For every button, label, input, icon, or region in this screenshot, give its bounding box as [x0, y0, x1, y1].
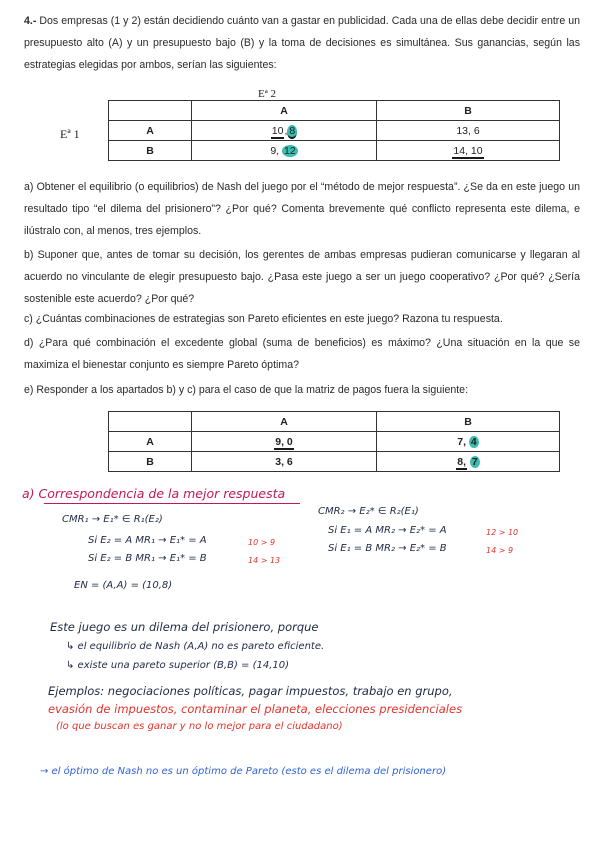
answer-title: a) Correspondencia de la mejor respuesta	[22, 486, 286, 501]
best-response-2b-compare: 14 > 9	[486, 546, 514, 555]
best-response-2a: Si E₁ = A MR₂ → E₂* = A	[328, 525, 447, 536]
dilemma-statement: Este juego es un dilema del prisionero, porque	[50, 620, 319, 634]
nash-equilibrium: EN = (A,A) = (10,8)	[74, 580, 173, 591]
payoff-highlighted: 8	[289, 124, 296, 137]
matrix1-cell-aa	[192, 121, 377, 141]
matrix1-cell-bb	[377, 141, 560, 161]
payoff-value: 9,	[270, 144, 280, 157]
matrix2-col-a: A	[192, 412, 377, 432]
item-c: c) ¿Cuántas combinaciones de estrategias son Pareto eficientes en este juego? Razona tu respuesta.	[24, 313, 503, 325]
payoff-underlined: 10	[271, 124, 284, 137]
cmr1-formula: CMR₁ → E₁* ∈ R₁(E₂)	[62, 514, 163, 525]
payoff-highlighted: 7	[471, 455, 478, 468]
examples-line-3: (lo que buscan es ganar y no lo mejor para el ciudadano)	[56, 721, 343, 732]
payoff-underlined: 9, 0	[275, 435, 293, 448]
matrix2-col-b: B	[377, 412, 560, 432]
payoff-highlighted: 12	[284, 144, 296, 157]
item-d: d) ¿Para qué combinación el excedente global (suma de beneficios) es máximo? ¿Una situación en la que se maximiza el bienestar conjunto es siempre Pareto óptima?	[24, 337, 580, 371]
matrix2-cell-aa	[192, 432, 377, 452]
question-intro	[24, 10, 580, 76]
title-underline	[44, 503, 300, 504]
best-response-2b: Si E₁ = B MR₂ → E₂* = B	[328, 543, 447, 554]
payoff-value: 7,	[457, 435, 466, 448]
payoff-separator: ,	[284, 124, 288, 137]
payoff-matrix-2	[108, 411, 560, 472]
cmr2-formula: CMR₂ → E₂* ∈ R₂(E₁)	[318, 506, 419, 517]
best-response-1b-compare: 14 > 13	[248, 556, 281, 565]
best-response-1b: Si E₂ = B MR₁ → E₁* = B	[88, 553, 207, 564]
matrix1-row-b: B	[109, 141, 192, 161]
matrix2-cell-ab	[377, 432, 560, 452]
examples-line-2: evasión de impuestos, contaminar el planeta, elecciones presidenciales	[48, 702, 463, 716]
best-response-2a-compare: 12 > 10	[486, 528, 519, 537]
payoff-underlined: 8,	[457, 455, 466, 468]
examples-line-1: Ejemplos: negociaciones políticas, pagar impuestos, trabajo en grupo,	[48, 684, 453, 698]
dilemma-reason-2: ↳ existe una pareto superior (B,B) = (14,10)	[66, 660, 290, 671]
matrix2-cell-bb	[377, 452, 560, 472]
matrix2-row-a: A	[109, 432, 192, 452]
matrix1-cell-ab: 13, 6	[377, 121, 560, 141]
matrix2-cell-ba: 3, 6	[192, 452, 377, 472]
matrix1-col-b: B	[377, 101, 560, 121]
matrix-corner	[109, 412, 192, 432]
matrix-corner	[109, 101, 192, 121]
matrix1-row-a: A	[109, 121, 192, 141]
matrix1-cell-ba	[192, 141, 377, 161]
player2-label: Eª 2	[258, 88, 277, 100]
item-b: b) Suponer que, antes de tomar su decisión, los gerentes de ambas empresas pudieran comunicarse y llegaran al acuerdo no vinculante de elegir presupuesto bajo. ¿Pasa este juego a ser un juego cooperativo? ¿Por qué? ¿Sería sostenible este acuerdo? ¿Por qué?	[24, 249, 580, 305]
payoff-highlighted: 4	[470, 435, 477, 448]
best-response-1a-compare: 10 > 9	[248, 538, 276, 547]
question-number: 4.-	[24, 15, 37, 27]
item-e: e) Responder a los apartados b) y c) para el caso de que la matriz de pagos fuera la siguiente:	[24, 384, 469, 396]
player1-label: Eª 1	[60, 127, 80, 141]
matrix2-row-b: B	[109, 452, 192, 472]
dilemma-reason-1: ↳ el equilibrio de Nash (A,A) no es pareto eficiente.	[66, 641, 325, 652]
best-response-1a: Si E₂ = A MR₁ → E₁* = A	[88, 535, 207, 546]
question-intro-text: Dos empresas (1 y 2) están decidiendo cuánto van a gastar en publicidad. Cada una de ellas debe decidir entre un presupuesto alto (A) y un presupuesto bajo (B) y la toma de decisiones es simultánea. Sus ganancias, según las estrategias elegidas por ambos, serían las siguientes:	[24, 15, 580, 71]
payoff-underlined: 14, 10	[453, 144, 483, 157]
item-a: a) Obtener el equilibrio (o equilibrios) de Nash del juego por el “método de mejor respuesta”. ¿Se da en este juego un resultado tipo “el dilema del prisionero”? ¿Por qué? Comenta brevemente qué conflicto representa este dilema, e ilústralo con, al menos, tres ejemplos.	[24, 181, 580, 237]
nash-pareto-note: → el óptimo de Nash no es un óptimo de Pareto (esto es el dilema del prisionero)	[40, 766, 447, 777]
payoff-matrix-1	[108, 100, 560, 161]
matrix1-col-a: A	[192, 101, 377, 121]
